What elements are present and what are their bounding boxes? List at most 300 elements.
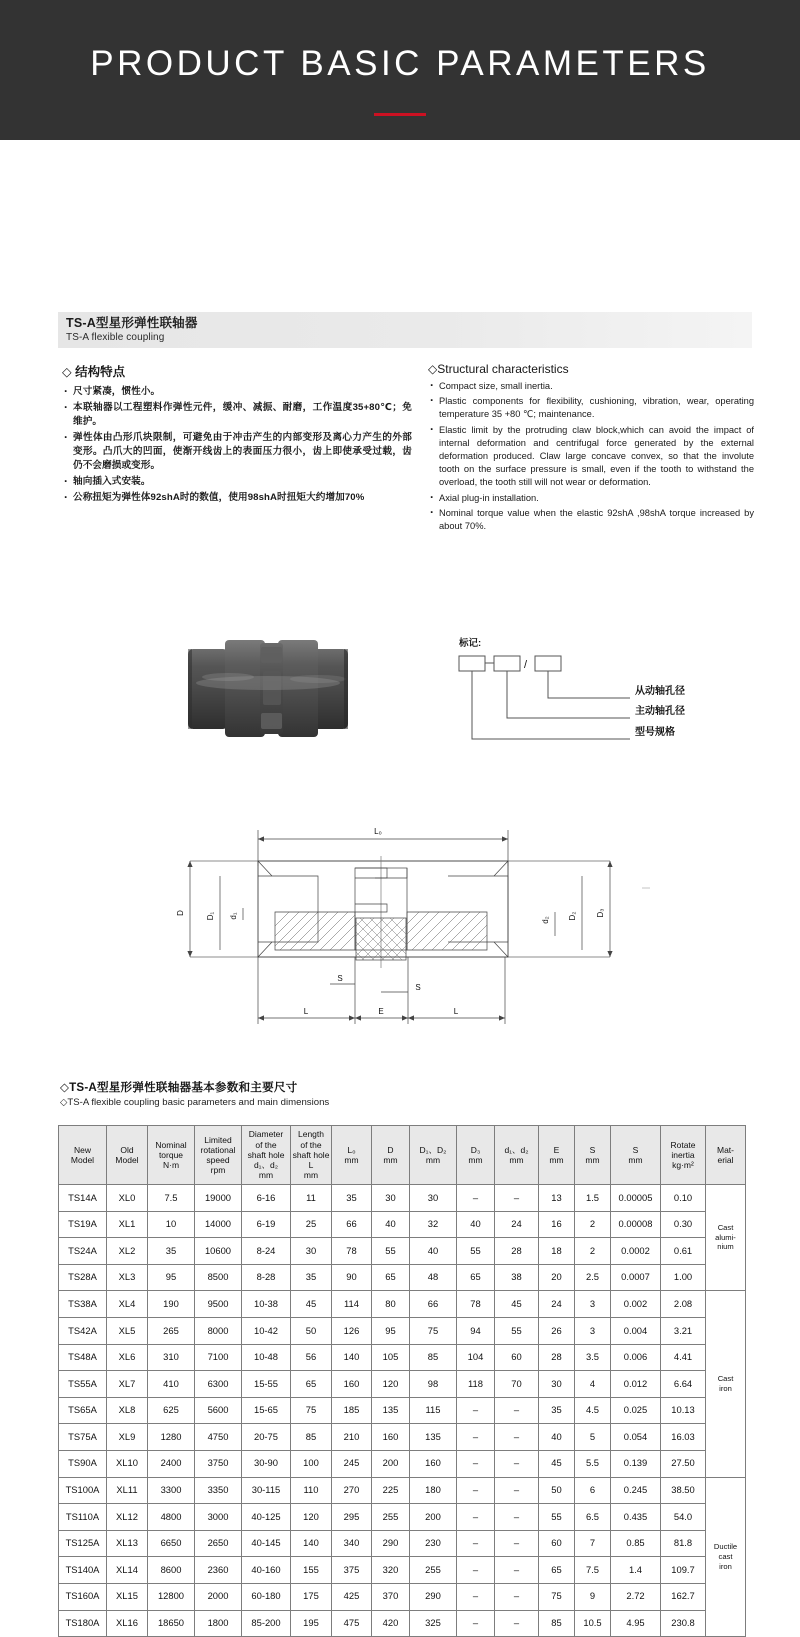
cell-S1: 4 [575, 1371, 611, 1398]
cell-limited_speed: 14000 [195, 1211, 242, 1238]
cell-limited_speed: 8500 [195, 1264, 242, 1291]
marking-designation-diagram [455, 632, 705, 757]
table-caption [60, 1080, 560, 1109]
cell-L0: 425 [332, 1583, 372, 1610]
cell-limited_speed: 19000 [195, 1185, 242, 1212]
cell-S1: 3 [575, 1317, 611, 1344]
cell-D1_D2: 325 [410, 1610, 457, 1637]
cell-E: 75 [539, 1583, 575, 1610]
table-caption-en: ◇TS-A flexible coupling basic parameters and main dimensions [60, 1097, 330, 1108]
dim-S-left: S [337, 974, 343, 983]
cell-S2: 0.0002 [611, 1238, 661, 1265]
cell-L0: 126 [332, 1317, 372, 1344]
mark-callout-1: 主动轴孔径 [635, 706, 685, 717]
col-header-rotate_inertia: Rotate inertia kg·m² [661, 1126, 706, 1185]
cell-d1_d2: 38 [495, 1264, 539, 1291]
table-row [59, 1238, 746, 1265]
cell-rotate_inertia: 6.64 [661, 1371, 706, 1398]
cell-S2: 0.002 [611, 1291, 661, 1318]
cell-E: 16 [539, 1211, 575, 1238]
cell-S1: 10.5 [575, 1610, 611, 1637]
table-header-row [59, 1126, 746, 1185]
cell-shaft_hole_len: 30 [291, 1238, 332, 1265]
cell-limited_speed: 3350 [195, 1477, 242, 1504]
cell-shaft_hole_len: 140 [291, 1530, 332, 1557]
cell-shaft_hole_dia: 40-160 [242, 1557, 291, 1584]
cell-S1: 7 [575, 1530, 611, 1557]
cell-E: 24 [539, 1291, 575, 1318]
cell-D1_D2: 75 [410, 1317, 457, 1344]
page-title: PRODUCT BASIC PARAMETERS [90, 44, 710, 83]
cell-D3: – [457, 1185, 495, 1212]
cell-new_model: TS90A [59, 1450, 107, 1477]
cell-new_model: TS100A [59, 1477, 107, 1504]
cell-rotate_inertia: 10.13 [661, 1397, 706, 1424]
cell-D3: 78 [457, 1291, 495, 1318]
cell-rotate_inertia: 16.03 [661, 1424, 706, 1451]
cell-D: 370 [372, 1583, 410, 1610]
cell-L0: 340 [332, 1530, 372, 1557]
cell-rotate_inertia: 2.08 [661, 1291, 706, 1318]
cell-L0: 295 [332, 1504, 372, 1531]
col-header-S2: S mm [611, 1126, 661, 1185]
cell-nominal_torque: 265 [148, 1317, 195, 1344]
cell-old_model: XL10 [107, 1450, 148, 1477]
spec-table-head [59, 1126, 746, 1185]
list-item: · Plastic components for flexibility, cushioning, vibration, wear, operating temperature 35 +80 ℃; maintenance. [428, 395, 754, 421]
cell-S2: 0.245 [611, 1477, 661, 1504]
table-caption-cn: ◇TS-A型星形弹性联轴器基本参数和主要尺寸 [60, 1081, 298, 1094]
cell-S1: 4.5 [575, 1397, 611, 1424]
cell-E: 65 [539, 1557, 575, 1584]
cell-D1_D2: 40 [410, 1238, 457, 1265]
cell-S2: 4.95 [611, 1610, 661, 1637]
cell-new_model: TS160A [59, 1583, 107, 1610]
cell-d1_d2: 55 [495, 1317, 539, 1344]
cell-nominal_torque: 625 [148, 1397, 195, 1424]
cell-d1_d2: 70 [495, 1371, 539, 1398]
cell-D3: 55 [457, 1238, 495, 1265]
cell-S1: 5.5 [575, 1450, 611, 1477]
table-row [59, 1477, 746, 1504]
cell-d1_d2: – [495, 1424, 539, 1451]
cell-old_model: XL5 [107, 1317, 148, 1344]
cell-old_model: XL15 [107, 1583, 148, 1610]
cell-E: 55 [539, 1504, 575, 1531]
list-item: · Axial plug-in installation. [428, 492, 754, 505]
col-header-D: D mm [372, 1126, 410, 1185]
cell-S1: 6 [575, 1477, 611, 1504]
cell-D1_D2: 66 [410, 1291, 457, 1318]
cell-L0: 245 [332, 1450, 372, 1477]
cell-d1_d2: – [495, 1557, 539, 1584]
table-row [59, 1371, 746, 1398]
cell-S2: 1.4 [611, 1557, 661, 1584]
cell-nominal_torque: 12800 [148, 1583, 195, 1610]
dim-L0: L₀ [374, 827, 382, 836]
cell-D1_D2: 255 [410, 1557, 457, 1584]
cell-D1_D2: 290 [410, 1583, 457, 1610]
spec-table-body [59, 1185, 746, 1637]
dim-D1: D₁ [206, 911, 215, 921]
cell-old_model: XL1 [107, 1211, 148, 1238]
cell-L0: 375 [332, 1557, 372, 1584]
cell-rotate_inertia: 1.00 [661, 1264, 706, 1291]
cell-shaft_hole_len: 155 [291, 1557, 332, 1584]
features-en-heading: ◇Structural characteristics [428, 362, 569, 376]
cell-new_model: TS140A [59, 1557, 107, 1584]
col-header-nominal_torque: Nominal torque N·m [148, 1126, 195, 1185]
cell-D1_D2: 180 [410, 1477, 457, 1504]
cell-D1_D2: 115 [410, 1397, 457, 1424]
cell-old_model: XL4 [107, 1291, 148, 1318]
table-row [59, 1557, 746, 1584]
cell-new_model: TS180A [59, 1610, 107, 1637]
cell-old_model: XL7 [107, 1371, 148, 1398]
cell-D: 290 [372, 1530, 410, 1557]
cell-shaft_hole_dia: 15-55 [242, 1371, 291, 1398]
cell-new_model: TS110A [59, 1504, 107, 1531]
dim-D: D [176, 910, 185, 916]
list-item: · 本联轴器以工程塑料作弹性元件，缓冲、减振、耐磨，工作温度35+80℃；免维护。 [62, 401, 412, 429]
cell-rotate_inertia: 81.8 [661, 1530, 706, 1557]
cell-limited_speed: 10600 [195, 1238, 242, 1265]
cell-d1_d2: – [495, 1583, 539, 1610]
cell-shaft_hole_dia: 30-115 [242, 1477, 291, 1504]
spec-table [58, 1125, 746, 1637]
cell-S1: 5 [575, 1424, 611, 1451]
cell-new_model: TS24A [59, 1238, 107, 1265]
cell-material: Cast iron [706, 1291, 746, 1477]
cell-shaft_hole_dia: 85-200 [242, 1610, 291, 1637]
cell-S2: 0.054 [611, 1424, 661, 1451]
cell-limited_speed: 2360 [195, 1557, 242, 1584]
col-header-L0: L₀ mm [332, 1126, 372, 1185]
cell-D3: – [457, 1504, 495, 1531]
cell-shaft_hole_len: 65 [291, 1371, 332, 1398]
title-underline-accent [374, 113, 426, 116]
cell-d1_d2: – [495, 1450, 539, 1477]
features-cn-heading: ◇ 结构特点 [62, 365, 126, 379]
cell-nominal_torque: 310 [148, 1344, 195, 1371]
cell-shaft_hole_len: 25 [291, 1211, 332, 1238]
list-item: · 轴向插入式安装。 [62, 475, 412, 489]
product-title-en: TS-A flexible coupling [66, 332, 165, 343]
cell-nominal_torque: 95 [148, 1264, 195, 1291]
cell-shaft_hole_dia: 10-48 [242, 1344, 291, 1371]
product-photo [168, 627, 368, 749]
list-item: · 尺寸紧凑，惯性小。 [62, 385, 412, 399]
cell-limited_speed: 1800 [195, 1610, 242, 1637]
structural-features-en [428, 362, 754, 535]
cell-d1_d2: – [495, 1530, 539, 1557]
cell-S2: 0.00008 [611, 1211, 661, 1238]
cell-D: 40 [372, 1211, 410, 1238]
dim-E: E [378, 1007, 384, 1016]
list-item: · 公称扭矩为弹性体92shA时的数值，使用98shA时扭矩大约增加70% [62, 491, 412, 505]
cell-L0: 140 [332, 1344, 372, 1371]
cell-S1: 2 [575, 1211, 611, 1238]
mark-callout-2: 型号规格 [635, 727, 675, 738]
cell-S2: 0.025 [611, 1397, 661, 1424]
cell-L0: 66 [332, 1211, 372, 1238]
cell-rotate_inertia: 38.50 [661, 1477, 706, 1504]
table-row [59, 1504, 746, 1531]
svg-text:/: / [524, 659, 528, 671]
cell-S1: 9 [575, 1583, 611, 1610]
cell-L0: 160 [332, 1371, 372, 1398]
cell-shaft_hole_len: 11 [291, 1185, 332, 1212]
cell-D1_D2: 48 [410, 1264, 457, 1291]
cell-D3: 40 [457, 1211, 495, 1238]
cell-rotate_inertia: 27.50 [661, 1450, 706, 1477]
cell-shaft_hole_dia: 40-145 [242, 1530, 291, 1557]
cell-D: 225 [372, 1477, 410, 1504]
cell-S2: 0.00005 [611, 1185, 661, 1212]
cell-shaft_hole_len: 45 [291, 1291, 332, 1318]
cell-shaft_hole_len: 35 [291, 1264, 332, 1291]
cell-limited_speed: 6300 [195, 1371, 242, 1398]
cell-limited_speed: 3750 [195, 1450, 242, 1477]
cell-D1_D2: 200 [410, 1504, 457, 1531]
cell-d1_d2: – [495, 1397, 539, 1424]
cell-d1_d2: – [495, 1610, 539, 1637]
cell-shaft_hole_dia: 60-180 [242, 1583, 291, 1610]
col-header-S1: S mm [575, 1126, 611, 1185]
cell-limited_speed: 5600 [195, 1397, 242, 1424]
cell-nominal_torque: 35 [148, 1238, 195, 1265]
cell-nominal_torque: 18650 [148, 1610, 195, 1637]
cell-nominal_torque: 410 [148, 1371, 195, 1398]
dim-S-right: S [415, 983, 421, 992]
cell-old_model: XL8 [107, 1397, 148, 1424]
cell-d1_d2: – [495, 1477, 539, 1504]
cell-rotate_inertia: 54.0 [661, 1504, 706, 1531]
cell-L0: 78 [332, 1238, 372, 1265]
cell-shaft_hole_len: 50 [291, 1317, 332, 1344]
cell-D: 160 [372, 1424, 410, 1451]
cell-S1: 3.5 [575, 1344, 611, 1371]
dim-D3: D₃ [596, 908, 605, 918]
cell-nominal_torque: 7.5 [148, 1185, 195, 1212]
cell-new_model: TS125A [59, 1530, 107, 1557]
cell-L0: 90 [332, 1264, 372, 1291]
cell-shaft_hole_len: 120 [291, 1504, 332, 1531]
col-header-new_model: New Model [59, 1126, 107, 1185]
cell-old_model: XL3 [107, 1264, 148, 1291]
cell-D3: – [457, 1583, 495, 1610]
cell-old_model: XL12 [107, 1504, 148, 1531]
cell-shaft_hole_dia: 8-24 [242, 1238, 291, 1265]
cell-shaft_hole_dia: 15-65 [242, 1397, 291, 1424]
table-row [59, 1610, 746, 1637]
cell-nominal_torque: 1280 [148, 1424, 195, 1451]
cell-L0: 114 [332, 1291, 372, 1318]
cell-nominal_torque: 2400 [148, 1450, 195, 1477]
col-header-old_model: Old Model [107, 1126, 148, 1185]
cell-S1: 6.5 [575, 1504, 611, 1531]
cell-nominal_torque: 190 [148, 1291, 195, 1318]
cell-shaft_hole_len: 100 [291, 1450, 332, 1477]
cell-S2: 0.85 [611, 1530, 661, 1557]
cell-D: 320 [372, 1557, 410, 1584]
page-banner [0, 0, 800, 140]
table-row [59, 1424, 746, 1451]
table-row [59, 1264, 746, 1291]
cell-old_model: XL2 [107, 1238, 148, 1265]
col-header-shaft_hole_dia: Diameter of the shaft hole d₁、d₂ mm [242, 1126, 291, 1185]
cell-L0: 35 [332, 1185, 372, 1212]
cell-rotate_inertia: 0.10 [661, 1185, 706, 1212]
cell-D1_D2: 98 [410, 1371, 457, 1398]
cell-new_model: TS42A [59, 1317, 107, 1344]
cell-D1_D2: 85 [410, 1344, 457, 1371]
cell-new_model: TS28A [59, 1264, 107, 1291]
cell-nominal_torque: 10 [148, 1211, 195, 1238]
cell-rotate_inertia: 230.8 [661, 1610, 706, 1637]
col-header-D3: D₃ mm [457, 1126, 495, 1185]
cell-D3: – [457, 1530, 495, 1557]
cell-S2: 0.004 [611, 1317, 661, 1344]
cell-E: 13 [539, 1185, 575, 1212]
cell-new_model: TS14A [59, 1185, 107, 1212]
cell-shaft_hole_len: 75 [291, 1397, 332, 1424]
cell-L0: 475 [332, 1610, 372, 1637]
cell-shaft_hole_len: 56 [291, 1344, 332, 1371]
dim-D2: D₂ [568, 911, 577, 921]
cell-D: 105 [372, 1344, 410, 1371]
table-row [59, 1344, 746, 1371]
dim-d2: d₂ [541, 916, 550, 924]
col-header-D1_D2: D₁、D₂ mm [410, 1126, 457, 1185]
features-en-list [428, 380, 754, 533]
cell-limited_speed: 7100 [195, 1344, 242, 1371]
structural-features-cn [62, 362, 412, 507]
cell-E: 40 [539, 1424, 575, 1451]
cell-shaft_hole_dia: 8-28 [242, 1264, 291, 1291]
col-header-E: E mm [539, 1126, 575, 1185]
cell-limited_speed: 2000 [195, 1583, 242, 1610]
cell-L0: 270 [332, 1477, 372, 1504]
col-header-d1_d2: d₁、d₂ mm [495, 1126, 539, 1185]
cell-old_model: XL16 [107, 1610, 148, 1637]
dim-L-right: L [453, 1007, 459, 1016]
table-row [59, 1583, 746, 1610]
cell-rotate_inertia: 4.41 [661, 1344, 706, 1371]
cell-old_model: XL9 [107, 1424, 148, 1451]
cell-E: 28 [539, 1344, 575, 1371]
cell-L0: 210 [332, 1424, 372, 1451]
cell-new_model: TS65A [59, 1397, 107, 1424]
cell-old_model: XL13 [107, 1530, 148, 1557]
cell-D1_D2: 135 [410, 1424, 457, 1451]
list-item: · Elastic limit by the protruding claw block,which can avoid the impact of internal deformation and centrifugal force generated by the external deformation produced. Claw large concave convex, so that the involute tooth on the surface pressure is small, even if the tooth to withstand the overload, the tooth still will not wear or deformation. [428, 424, 754, 490]
cell-d1_d2: – [495, 1185, 539, 1212]
cell-new_model: TS75A [59, 1424, 107, 1451]
cell-S1: 1.5 [575, 1185, 611, 1212]
dim-L-left: L [303, 1007, 309, 1016]
cell-d1_d2: 45 [495, 1291, 539, 1318]
cell-limited_speed: 8000 [195, 1317, 242, 1344]
cell-E: 18 [539, 1238, 575, 1265]
cell-shaft_hole_dia: 10-42 [242, 1317, 291, 1344]
list-item: · Nominal torque value when the elastic 92shA ,98shA torque increased by about 70%. [428, 507, 754, 533]
cell-d1_d2: 28 [495, 1238, 539, 1265]
cell-D3: 94 [457, 1317, 495, 1344]
cell-D: 65 [372, 1264, 410, 1291]
table-row [59, 1450, 746, 1477]
cell-rotate_inertia: 162.7 [661, 1583, 706, 1610]
cell-shaft_hole_dia: 40-125 [242, 1504, 291, 1531]
cell-old_model: XL0 [107, 1185, 148, 1212]
cell-limited_speed: 3000 [195, 1504, 242, 1531]
cell-shaft_hole_len: 195 [291, 1610, 332, 1637]
cell-new_model: TS48A [59, 1344, 107, 1371]
cell-nominal_torque: 4800 [148, 1504, 195, 1531]
mark-callout-0: 从动轴孔径 [635, 686, 685, 697]
cell-S1: 3 [575, 1291, 611, 1318]
list-item: · Compact size, small inertia. [428, 380, 754, 393]
cell-shaft_hole_dia: 30-90 [242, 1450, 291, 1477]
cell-S2: 2.72 [611, 1583, 661, 1610]
cell-shaft_hole_dia: 20-75 [242, 1424, 291, 1451]
cell-old_model: XL6 [107, 1344, 148, 1371]
col-header-shaft_hole_len: Length of the shaft hole L mm [291, 1126, 332, 1185]
cell-shaft_hole_len: 85 [291, 1424, 332, 1451]
cell-D3: – [457, 1397, 495, 1424]
cell-limited_speed: 4750 [195, 1424, 242, 1451]
dim-d1: d₁ [229, 912, 238, 920]
mark-label: 标记: [459, 638, 482, 649]
cell-old_model: XL11 [107, 1477, 148, 1504]
cell-limited_speed: 2650 [195, 1530, 242, 1557]
cell-new_model: TS38A [59, 1291, 107, 1318]
cell-rotate_inertia: 0.30 [661, 1211, 706, 1238]
cell-shaft_hole_dia: 6-19 [242, 1211, 291, 1238]
cell-new_model: TS55A [59, 1371, 107, 1398]
cell-rotate_inertia: 3.21 [661, 1317, 706, 1344]
cell-E: 45 [539, 1450, 575, 1477]
cell-D1_D2: 30 [410, 1185, 457, 1212]
cell-E: 30 [539, 1371, 575, 1398]
col-header-material: Mat- erial [706, 1126, 746, 1185]
cell-D3: – [457, 1450, 495, 1477]
cell-S2: 0.006 [611, 1344, 661, 1371]
cell-S2: 0.012 [611, 1371, 661, 1398]
cell-material: Cast alumi- nium [706, 1185, 746, 1291]
cell-E: 50 [539, 1477, 575, 1504]
cell-D: 120 [372, 1371, 410, 1398]
cell-limited_speed: 9500 [195, 1291, 242, 1318]
cell-d1_d2: 60 [495, 1344, 539, 1371]
col-header-limited_speed: Limited rotational speed rpm [195, 1126, 242, 1185]
cell-D3: – [457, 1424, 495, 1451]
cell-S1: 7.5 [575, 1557, 611, 1584]
cell-E: 20 [539, 1264, 575, 1291]
cell-S2: 0.0007 [611, 1264, 661, 1291]
cell-S1: 2.5 [575, 1264, 611, 1291]
cell-shaft_hole_dia: 6-16 [242, 1185, 291, 1212]
cell-d1_d2: 24 [495, 1211, 539, 1238]
cell-S2: 0.139 [611, 1450, 661, 1477]
cell-D3: 104 [457, 1344, 495, 1371]
product-title-bar [58, 312, 752, 348]
cell-material: Ductile cast iron [706, 1477, 746, 1637]
cell-E: 26 [539, 1317, 575, 1344]
cell-D: 55 [372, 1238, 410, 1265]
cell-D3: 65 [457, 1264, 495, 1291]
technical-drawing [150, 808, 650, 1040]
